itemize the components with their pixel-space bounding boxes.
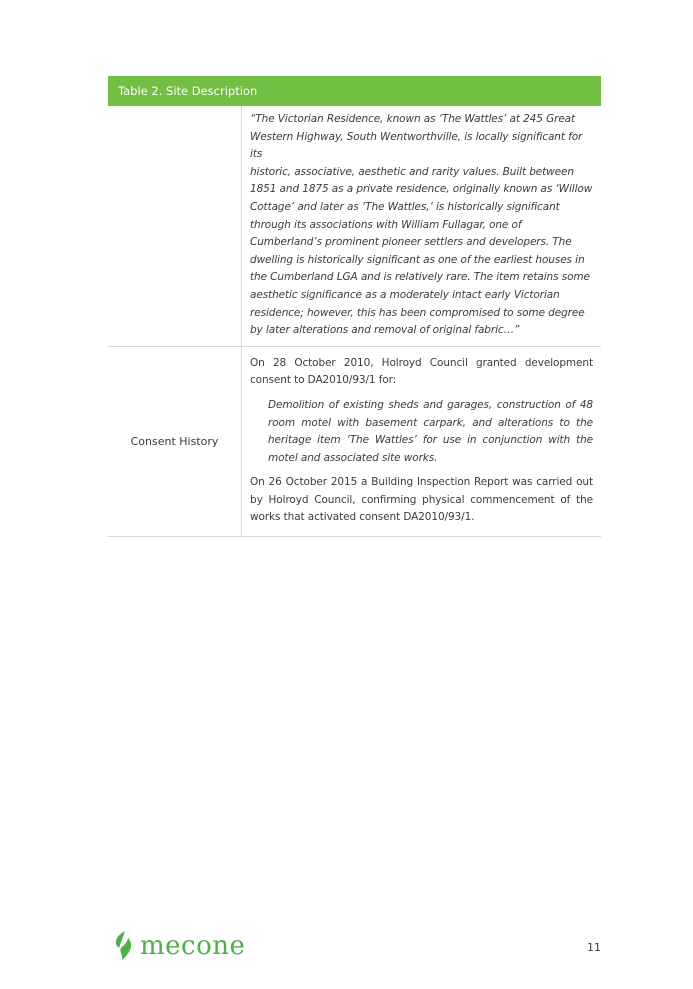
page-number: 11 (587, 941, 601, 954)
quote-line: Western Highway, South Wentworthville, is locally significant for its (250, 130, 583, 161)
mecone-logo (110, 930, 245, 962)
consent-history-cell (242, 347, 601, 536)
row-label-empty (108, 106, 242, 346)
quote-line: through its associations with William Fullagar, one of (250, 218, 522, 231)
consent-paragraph-2: Demolition of existing sheds and garages, construction of 48 room motel with basement carpark, and alterations to the heritage item ‘The Wattles’ for use in conjunction with the motel and associated site works. (268, 398, 593, 464)
heritage-quote (250, 111, 593, 340)
site-description-table (108, 76, 601, 537)
table-row (108, 106, 601, 347)
quote-line: by later alterations and removal of original fabric…” (250, 324, 520, 337)
quote-line: aesthetic significance as a moderately intact early Victorian (250, 288, 560, 301)
table-caption: Table 2. Site Description (108, 76, 601, 106)
table-row (108, 347, 601, 537)
consent-paragraph-3: On 26 October 2015 a Building Inspection Report was carried out by Holroyd Council, confirming physical commencement of the works that activated consent DA2010/93/1. (250, 476, 593, 524)
quote-line: historic, associative, aesthetic and rarity values. Built between (250, 165, 574, 178)
quote-line: Cumberland’s prominent pioneer settlers and developers. The (250, 236, 572, 249)
quote-line: dwelling is historically significant as one of the earliest houses in (250, 253, 585, 266)
quote-line: 1851 and 1875 as a private residence, originally known as ‘Willow (250, 183, 593, 196)
consent-history-label: Consent History (108, 347, 242, 536)
quote-line: residence; however, this has been compromised to some degree (250, 306, 585, 319)
quote-line: Cottage’ and later as ‘The Wattles,’ is historically significant (250, 200, 560, 213)
heritage-quote-cell (242, 106, 601, 346)
consent-paragraph-1: On 28 October 2010, Holroyd Council granted development consent to DA2010/93/1 for: (250, 356, 593, 387)
quote-line: “The Victorian Residence, known as ‘The Wattles’ at 245 Great (250, 113, 576, 125)
leaf-icon (110, 930, 136, 962)
quote-line: the Cumberland LGA and is relatively rare. The item retains some (250, 271, 590, 284)
brand-name: mecone (140, 931, 246, 961)
